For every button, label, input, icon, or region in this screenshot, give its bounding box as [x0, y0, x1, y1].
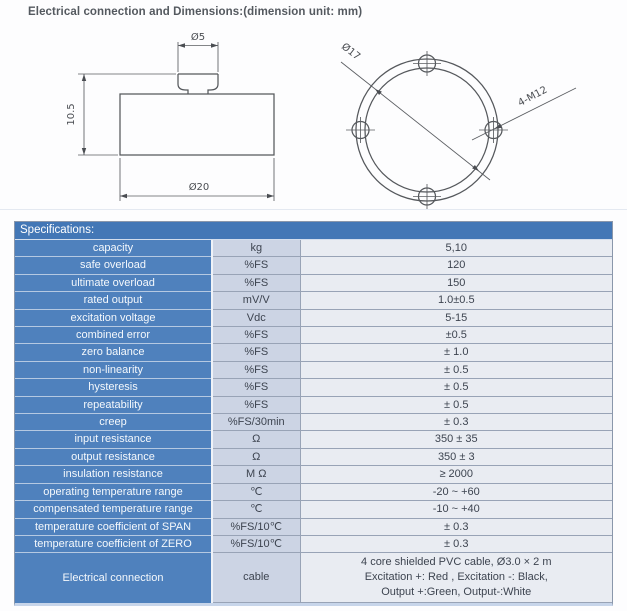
spec-row-label: ultimate overload — [15, 274, 212, 291]
spec-row-value: ± 0.5 — [300, 396, 612, 413]
spec-row-unit: %FS — [212, 379, 300, 396]
spec-row-unit: %FS/10℃ — [212, 535, 300, 552]
spec-row-label: Electrical connection — [15, 553, 212, 603]
spec-row-unit: %FS/30min — [212, 414, 300, 431]
spec-row-value: -10 ~ +40 — [300, 501, 612, 518]
specifications-header: Specifications: — [15, 222, 612, 240]
height-dimension-label: 10.5 — [66, 103, 77, 126]
spec-row — [15, 292, 612, 309]
spec-row-unit: %FS — [212, 274, 300, 291]
spec-row-label: safe overload — [15, 257, 212, 274]
spec-row — [15, 414, 612, 431]
spec-row-unit: M Ω — [212, 466, 300, 483]
dimension-drawing — [0, 0, 627, 215]
spec-row-label: temperature coefficient of SPAN — [15, 518, 212, 535]
spec-row-label: operating temperature range — [15, 483, 212, 500]
spec-row-label: excitation voltage — [15, 309, 212, 326]
top-view-drawing — [339, 41, 576, 209]
spec-row-label: zero balance — [15, 344, 212, 361]
spec-row — [15, 518, 612, 535]
spec-row-unit: Ω — [212, 431, 300, 448]
spec-row-value: ±0.5 — [300, 327, 612, 344]
mounting-hole-right — [479, 117, 508, 143]
spec-row-value: 150 — [300, 274, 612, 291]
spec-row — [15, 535, 612, 552]
spec-row-label: output resistance — [15, 448, 212, 465]
spec-row — [15, 431, 612, 448]
mounting-hole-bottom — [413, 184, 441, 209]
side-view-drawing — [66, 31, 274, 201]
spec-row — [15, 344, 612, 361]
spec-row — [15, 257, 612, 274]
stem-diameter-dimension-label: Ø5 — [190, 32, 206, 43]
spec-row-value: ± 0.5 — [300, 379, 612, 396]
spec-row — [15, 379, 612, 396]
spec-row — [15, 483, 612, 500]
specifications-table — [15, 240, 612, 603]
spec-row — [15, 448, 612, 465]
spec-row-label: temperature coefficient of ZERO — [15, 535, 212, 552]
spec-row-label: insulation resistance — [15, 466, 212, 483]
spec-row-value: 1.0±0.5 — [300, 292, 612, 309]
spec-row-value: ± 0.3 — [300, 535, 612, 552]
spec-row-value: -20 ~ +60 — [300, 483, 612, 500]
spec-row-label: compensated temperature range — [15, 501, 212, 518]
spec-row-value: ± 0.3 — [300, 518, 612, 535]
spec-row-value: ± 0.3 — [300, 414, 612, 431]
spec-row-unit: Ω — [212, 448, 300, 465]
page-title: Electrical connection and Dimensions:(dimension unit: mm) — [28, 6, 363, 18]
spec-row-value-line: Output +:Green, Output-:White — [381, 586, 532, 599]
spec-row-unit: cable — [212, 553, 300, 603]
base-diameter-dimension-label: Ø20 — [188, 182, 210, 193]
spec-row-value: ≥ 2000 — [300, 466, 612, 483]
spec-row — [15, 309, 612, 326]
spec-row-unit: mV/V — [212, 292, 300, 309]
mounting-hole-left — [346, 117, 375, 143]
bolt-holes-spec-label: 4-M12 — [516, 84, 550, 110]
spec-row — [15, 240, 612, 257]
specifications-table-container — [14, 221, 613, 606]
load-cell-body-outline — [120, 94, 274, 155]
spec-row — [15, 396, 612, 413]
spec-row-unit: ℃ — [212, 483, 300, 500]
spec-row — [15, 274, 612, 291]
spec-row-unit: kg — [212, 240, 300, 257]
spec-row-label: creep — [15, 414, 212, 431]
spec-row-label: input resistance — [15, 431, 212, 448]
spec-row-unit: %FS — [212, 396, 300, 413]
spec-row-unit: %FS — [212, 361, 300, 378]
spec-row — [15, 466, 612, 483]
spec-row-value: ± 0.5 — [300, 361, 612, 378]
mounting-hole-top — [413, 51, 441, 76]
spec-row-label: non-linearity — [15, 361, 212, 378]
spec-row-value: ± 1.0 — [300, 344, 612, 361]
spec-row-value-line: 4 core shielded PVC cable, Ø3.0 × 2 m — [361, 556, 552, 569]
spec-row-label: repeatability — [15, 396, 212, 413]
spec-row — [15, 553, 612, 603]
spec-row-value: 350 ± 35 — [300, 431, 612, 448]
load-cell-button-outline — [178, 74, 218, 94]
spec-row-unit: ℃ — [212, 501, 300, 518]
bolt-circle-diameter-label: Ø17 — [339, 41, 363, 63]
spec-row — [15, 361, 612, 378]
spec-row-value: 5-15 — [300, 309, 612, 326]
spec-row-unit: %FS — [212, 344, 300, 361]
spec-row-unit: %FS — [212, 257, 300, 274]
spec-row-label: combined error — [15, 327, 212, 344]
spec-row-label: hysteresis — [15, 379, 212, 396]
spec-row-value-line: Excitation +: Red , Excitation -: Black, — [364, 571, 548, 584]
spec-row-value: 350 ± 3 — [300, 448, 612, 465]
section-divider — [0, 209, 627, 210]
spec-row-value: 120 — [300, 257, 612, 274]
spec-table-body — [15, 240, 612, 603]
spec-row-label: capacity — [15, 240, 212, 257]
spec-row — [15, 501, 612, 518]
spec-row-unit: %FS — [212, 327, 300, 344]
spec-row-value — [300, 553, 612, 603]
spec-row — [15, 327, 612, 344]
spec-row-unit: Vdc — [212, 309, 300, 326]
spec-row-unit: %FS/10℃ — [212, 518, 300, 535]
spec-row-label: rated output — [15, 292, 212, 309]
spec-row-value: 5,10 — [300, 240, 612, 257]
